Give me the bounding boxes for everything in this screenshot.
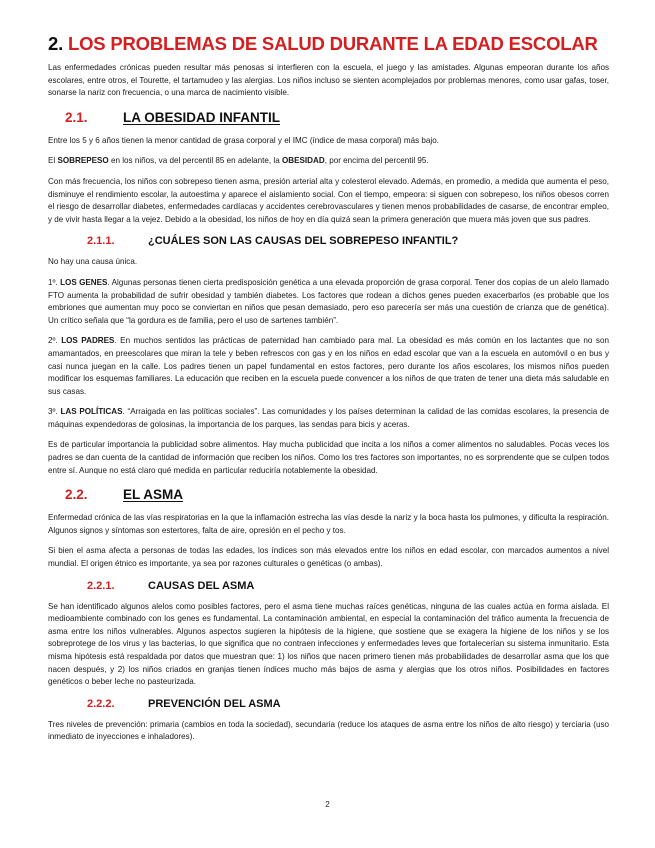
section-title: EL ASMA [123,487,184,503]
text-run: en los niños, va del percentil 85 en adelante, la [108,156,282,166]
obesidad-paragraph-2 [48,155,609,168]
causas-asma-paragraph: Se han identificado algunos alelos como posibles factores, pero el asma tiene muchas raíces genéticas, ninguna de las cuales actúa en forma aislada. El medioambiente combinado con los genes es fundamental. La contaminación ambiental, en especial la contaminación del tráfico aumenta la frecuencia de asma entre los niños vulnerables. Algunos aspectos sugieren la hipótesis de la higiene, que sostiene que se exagera la higiene de los niños y se los sobreprotege de los virus y las bacterias, lo que significa que no contraen infecciones y enfermedades leves que fortalecerían su sistema inmunitario. Esta misma hipótesis está respaldada por datos que muestran que: 1) los niños que nacen primero tienen más probabilidades de desarrollar asma que los que nacen después, y 2) los niños criados en granjas tienen índices mucho más bajos de asma y alergias que los otros niños. Posibilidades en factores genéticos o beber leche no pasteurizada. [48,601,609,687]
cause-text: . En muchos sentidos las prácticas de paternidad han cambiado para mal. La obesidad es más común en los lactantes que no son amamantados, en preescolares que miran la tele y beben refrescos con gas y en los niños en edad escolar que van a la escuela en automóvil o en bus y casi nunca juegan en la calle. Los padres tienen un papel fundamental en estos factores, pero durante los años escolares, los mismos niños pueden modificar los esquemas familiares. La educación que reciben en la escuela puede convencer a los niños de que traten de tener una dieta más saludable en sus casas. [48,336,609,396]
subsection-number: 2.2.1. [87,579,115,592]
term-obesidad: OBESIDAD [281,156,325,166]
obesidad-paragraph-3: Con más frecuencia, los niños con sobrepeso tienen asma, presión arterial alta y colesterol elevado. Además, en promedio, a medida que aumenta el peso, disminuye el rendimiento escolar, la autoestima y aparece el aislamiento social. Con el tiempo, empeora: si siguen con sobrepeso, los niños obesos corren el riesgo de desarrollar diabetes, enfermedades cardíacas y accidentes cerebrovasculares y tienen menos probabilidades de casarse, de encontrar empleo, y de vivir hasta llegar a la vejez. Debido a la obesidad, los niños de hoy en día quizá sean la primera generación que muera más joven que sus padres. [48,176,609,224]
section-heading-asma [48,486,609,503]
cause-text: . “Arraigada en las políticas sociales”. Las comunidades y los países determinan la calidad de las comidas escolares, la presencia de máquinas expendedoras de golosinas, la importancia de los parques, las sendas para bicis y aceras. [48,407,609,429]
subsection-title: CAUSAS DEL ASMA [148,579,255,592]
term-sobrepeso: SOBREPESO [57,156,109,166]
section-number: 2.1. [65,109,88,125]
cause-number: 3º. [48,407,61,417]
prevencion-paragraph: Tres niveles de prevención: primaria (cambios en toda la sociedad), secundaria (reduce los ataques de asma entre los niños de alto riesgo) y terciaria (uso inmediato de inyecciones e inhaladores). [48,719,609,742]
chapter-heading [48,33,609,55]
subsection-heading-prevencion-asma [48,697,609,712]
subsection-title: ¿CUÁLES SON LAS CAUSAS DEL SOBREPESO INFANTIL? [148,235,459,248]
cause-number: 1º. [48,277,61,287]
cause-number: 2º. [48,336,62,346]
cause-label: LOS GENES [60,277,108,287]
cause-politicas [48,406,609,431]
text-run: , por encima del percentil 95. [324,156,429,166]
cause-label: LOS PADRES [61,336,115,346]
chapter-number: 2. [48,33,64,54]
section-number: 2.2. [65,487,88,503]
causas-intro: No hay una causa única. [48,257,138,267]
cause-padres [48,335,609,398]
subsection-title: PREVENCIÓN DEL ASMA [148,697,281,710]
cause-text: . Algunas personas tienen cierta predisposición genética a una elevada proporción de grasa corporal. Tener dos copias de un alelo llamado FTO aumenta la probabilidad de sufrir obesidad y también diabetes. Los factores que rodean a dichos genes pueden exacerbarlos (es probable que los embriones que aumentan muy poco se conviertan en niños que pesan demasiado, pero eso parecería ser más una cuestión de crianza que de genética). Un crítico señala que “la gordura es de familia, pero el uso de sartenes también”. [48,277,609,325]
asma-paragraph-1: Enfermedad crónica de las vías respiratorias en la que la inflamación estrecha las vías desde la nariz y la boca hasta los pulmones, y dificulta la respiración. Algunos signos y síntomas son estertores, falta de aire, opresión en el pecho y tos. [48,513,609,535]
publicidad-paragraph: Es de particular importancia la publicidad sobre alimentos. Hay mucha publicidad que incita a los niños a comer alimentos no saludables. Pocas veces los padres se dan cuenta de la cantidad de información que reciben los niños. Como los tres factores son importantes, no es sorprendente que se culpen todos entre sí. Aunque no está claro qué medida en particular reduciría notablemente la obesidad. [48,440,609,475]
intro-paragraph: Las enfermedades crónicas pueden resultar más penosas si interfieren con la escuela, el juego y las amistades. Algunas empeoran durante los años escolares, entre otros, el Tourette, el tartamudeo y las alergias. Los niños incluso se sienten acomplejados por problemas menores, como usar gafas, toser, sonarse la nariz con frecuencia, o una marca de nacimiento visible. [48,63,609,98]
page-number: 2 [325,800,330,809]
text-run: El [48,156,58,166]
subsection-number: 2.1.1. [87,235,115,248]
cause-genes [48,277,609,327]
chapter-title: LOS PROBLEMAS DE SALUD DURANTE LA EDAD ESCOLAR [67,33,598,54]
subsection-heading-causas-sobrepeso [48,234,609,249]
subsection-number: 2.2.2. [87,697,115,710]
obesidad-paragraph-1: Entre los 5 y 6 años tienen la menor cantidad de grasa corporal y el IMC (índice de masa corporal) más bajo. [48,135,439,145]
section-title: LA OBESIDAD INFANTIL [123,109,280,125]
cause-label: LAS POLÍTICAS [60,407,123,417]
subsection-heading-causas-asma [48,579,609,594]
section-heading-obesidad [48,109,609,126]
asma-paragraph-2: Si bien el asma afecta a personas de todas las edades, los índices son más elevados entre los niños en edad escolar, con marcados aumentos a nivel mundial. El origen étnico es importante, ya sea por razones culturales o genéticas (o ambas). [48,546,609,569]
